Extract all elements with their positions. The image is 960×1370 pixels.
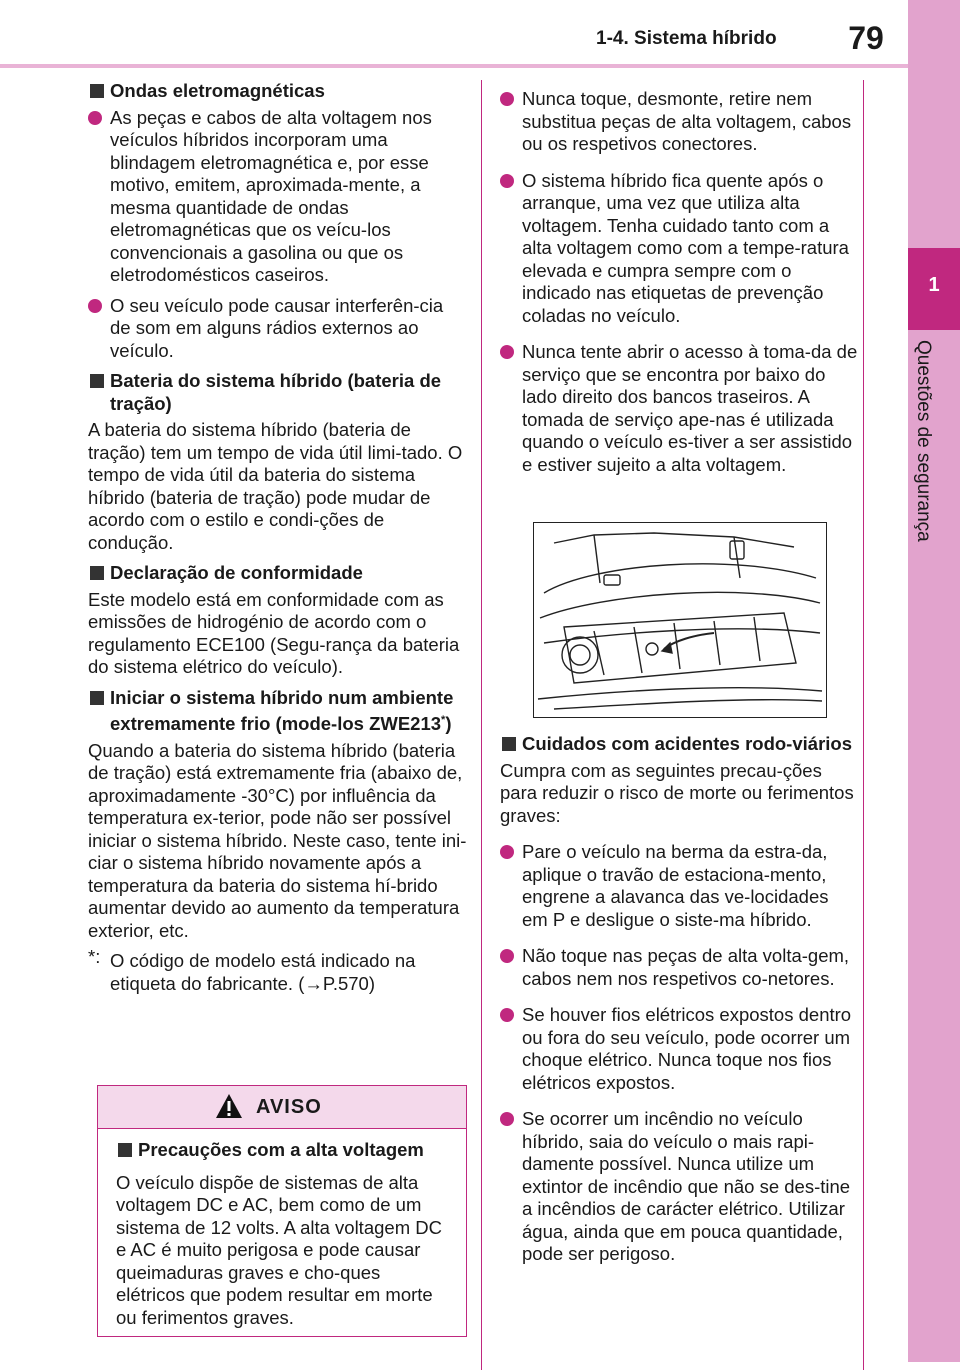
header-rule (0, 64, 908, 68)
bullet-item: Não toque nas peças de alta volta-gem, cabos nem nos respetivos co-netores. (500, 945, 858, 990)
paragraph: Quando a bateria do sistema híbrido (bateria de tração) está extremamente fria (abaixo de, aproximadamente -30°C) por influência da temperatura ex-terior, pode não ser possível iniciar o sistema híbrido. Neste caso, tente ini-ciar o sistema híbrido novamente após a temperatura da bateria do sistema hí-brido aumentar devido ao aumento da temperatura exterior, etc. (88, 739, 467, 941)
warning-box (97, 1085, 467, 1337)
paragraph: Este modelo está em conformidade com as emissões de hidrogénio de acordo com o regulamento ECE100 (Segu-rança da bateria do sistema elétrico do veículo). (88, 588, 460, 677)
right-column-lower (500, 733, 858, 1274)
chapter-side-tab (908, 0, 960, 1362)
heading-text-end: ) (445, 713, 452, 735)
rear-seat-drawing (534, 523, 826, 717)
warning-heading: Precauções com a alta voltagem (116, 1139, 448, 1162)
left-column (88, 80, 468, 995)
bullet-item: Se ocorrer um incêndio no veículo híbrido, saia do veículo o mais rapi-damente possível. Nunca utilize um extintor de incêndio que não se des-tine a incêndios de carácter elétrico. Utilizar água, ainda que em pouca quantidade, pode ser perigoso. (500, 1108, 858, 1266)
warning-header (98, 1086, 466, 1129)
bullet-item: Nunca toque, desmonte, retire nem substitua peças de alta voltagem, cabos ou os respetivos conectores. (500, 88, 858, 156)
warning-triangle-icon (214, 1092, 244, 1120)
warning-title: AVISO (256, 1096, 322, 1118)
chapter-title: Questões de segurança (913, 340, 934, 542)
paragraph: Cumpra com as seguintes precau-ções para reduzir o risco de morte ou ferimentos graves: (500, 759, 854, 826)
footnote-mark: *: (88, 946, 101, 968)
page-header (0, 0, 960, 64)
warning-text: O veículo dispõe de sistemas de alta voltagem DC e AC, bem como de um sistema de 12 volts. A alta voltagem DC e AC é muito perigosa e pode causar queimaduras graves e cho-ques elétricos que podem resultar em morte ou ferimentos graves. (116, 1171, 442, 1328)
bullet-item: O sistema híbrido fica quente após o arranque, uma vez que utiliza alta voltagem. Tenha cuidado tanto com a alta voltagem como com a tempe-ratura elevada e cumpra sempre com o indicado nas etiquetas de prevenção coladas no veículo. (500, 170, 858, 328)
bullet-item: Se houver fios elétricos expostos dentro ou fora do seu veículo, pode ocorrer um choque elétrico. Nunca toque nos fios elétricos expostos. (500, 1004, 858, 1094)
bullet-item: O seu veículo pode causar interferên-cia de som em alguns rádios externos ao veículo. (88, 295, 468, 363)
footnote (88, 946, 468, 995)
section-heading (88, 687, 468, 736)
heading-text: Iniciar o sistema híbrido num ambiente extremamente frio (mode-los ZWE213 (110, 686, 454, 735)
warning-body (98, 1129, 466, 1329)
section-title: 1-4. Sistema híbrido (596, 28, 777, 49)
section-heading: Ondas eletromagnéticas (88, 80, 468, 103)
bullet-item: Nunca tente abrir o acesso à toma-da de serviço que se encontra por baixo do lado direito dos bancos traseiros. A tomada de serviço ape-nas é utilizada quando o veículo es-tiver a ser assistido e estiver sujeito a alta voltagem. (500, 341, 858, 476)
bullet-item: As peças e cabos de alta voltagem nos veículos híbridos incorporam uma blindagem eletromagnética e, por esse motivo, emitem, aproximada-mente, a mesma quantidade de ondas eletromagnéticas que os veícu-los convencionais a gasolina ou que os eletrodomésticos caseiros. (88, 107, 468, 287)
service-plug-illustration (533, 522, 827, 718)
right-column (500, 88, 858, 484)
section-heading: Cuidados com acidentes rodo-viários (500, 733, 858, 756)
footnote-text: O código de modelo está indicado na etiqueta do fabricante. (→P.570) (110, 950, 416, 994)
page-number: 79 (848, 20, 884, 56)
section-heading: Declaração de conformidade (88, 562, 468, 585)
section-heading: Bateria do sistema híbrido (bateria de tração) (88, 370, 468, 415)
footnote-marker: * (441, 714, 446, 726)
chapter-number: 1 (928, 274, 940, 296)
bullet-item: Pare o veículo na berma da estra-da, aplique o travão de estaciona-mento, engrene a alavanca das ve-locidades em P e desligue o siste-ma híbrido. (500, 841, 858, 931)
paragraph: A bateria do sistema híbrido (bateria de tração) tem um tempo de vida útil limi-tado. O tempo de vida útil da bateria do sistema híbrido (bateria de tração) pode mudar de acordo com o estilo e condi-ções de condução. (88, 419, 463, 553)
